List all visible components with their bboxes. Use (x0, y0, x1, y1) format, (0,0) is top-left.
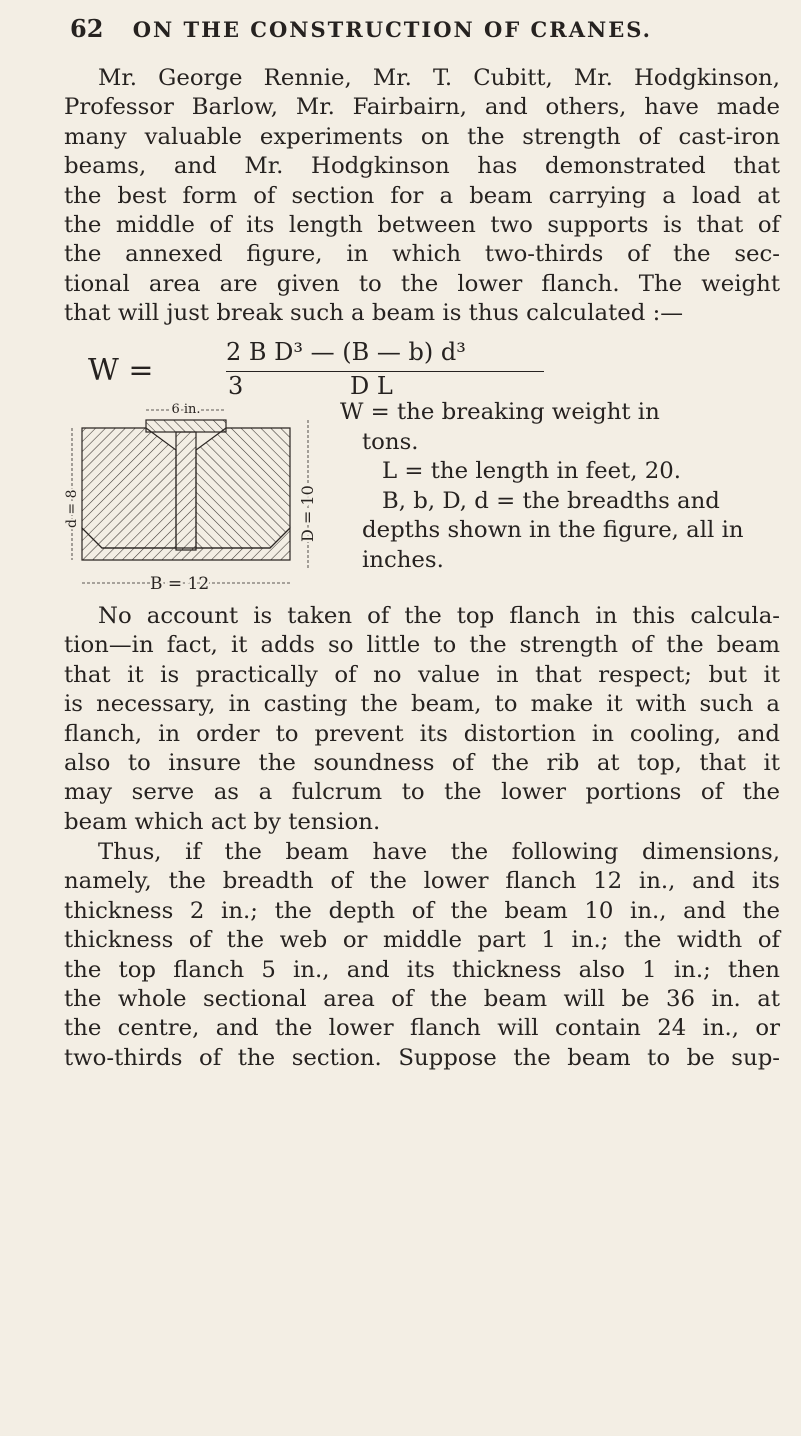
definition-line: tons. (362, 428, 419, 455)
text-line: beam which act by tension. (64, 808, 381, 835)
text-line: thickness of the web or middle part 1 in.; the width of (64, 927, 780, 954)
text-line: Mr. George Rennie, Mr. T. Cubitt, Mr. Hodgkinson, (98, 65, 780, 91)
text-line: tion—in fact, it adds so little to the strength of the beam (64, 632, 780, 659)
text-line: that it is practically of no value in that respect; but it (64, 661, 780, 688)
text-line: tional area are given to the lower flanch. The weight (64, 270, 780, 297)
formula-denominator (228, 372, 393, 400)
formula-numerator: 2 B D³ — (B — b) d³ (226, 338, 466, 366)
text-line: thickness 2 in.; the depth of the beam 10 in., and the (64, 897, 780, 924)
left-depth-label: d = 8 (64, 489, 80, 528)
text-line: two-thirds of the section. Suppose the beam to be sup- (64, 1044, 780, 1071)
denominator-variables: D L (350, 372, 393, 400)
beam-outline (82, 420, 290, 560)
paragraph-top-flanch (64, 602, 780, 837)
paragraph-dimensions (64, 838, 780, 1073)
definition-line: W = the breaking weight in (340, 399, 660, 425)
running-title: ON THE CONSTRUCTION OF CRANES. (132, 17, 652, 42)
text-line: Professor Barlow, Mr. Fairbairn, and others, have made (64, 94, 780, 121)
beam-section-figure (64, 400, 326, 596)
bottom-width-label: B = 12 (150, 574, 210, 594)
text-line: flanch, in order to prevent its distortion in cooling, and (64, 720, 780, 747)
definition-line: L = the length in feet, 20. (382, 458, 682, 484)
paragraph-intro (64, 64, 780, 329)
denominator-coefficient: 3 (228, 372, 244, 400)
text-line: the best form of section for a beam carrying a load at (64, 182, 780, 209)
text-line: No account is taken of the top flanch in this calcula- (98, 603, 780, 629)
text-line: the annexed figure, in which two-thirds of the sec- (64, 241, 780, 268)
definition-line: inches. (362, 546, 444, 573)
text-line: beams, and Mr. Hodgkinson has demonstrated that (64, 153, 780, 180)
definition-line: B, b, D, d = the breadths and (382, 487, 720, 514)
text-line: many valuable experiments on the strength of cast-iron (64, 123, 780, 150)
text-line: the centre, and the lower flanch will contain 24 in., or (64, 1015, 780, 1042)
text-line: the whole sectional area of the beam will be 36 in. at (64, 986, 780, 1013)
formula-lhs: W = (88, 353, 154, 388)
running-header (70, 14, 790, 43)
text-line: may serve as a fulcrum to the lower portions of the (64, 779, 780, 806)
text-line: that will just break such a beam is thus calculated :— (64, 300, 684, 327)
definition-line: depths shown in the figure, all in (362, 517, 744, 543)
text-line: Thus, if the beam have the following dimensions, (98, 839, 780, 865)
top-width-label: 6 in. (171, 402, 201, 417)
text-line: the middle of its length between two supports is that of (64, 212, 780, 239)
text-line: also to insure the soundness of the rib at top, that it (64, 750, 780, 777)
variable-definitions (340, 398, 780, 575)
text-line: is necessary, in casting the beam, to make it with such a (64, 691, 780, 718)
right-depth-label: D = 10 (298, 485, 317, 542)
page-number: 62 (70, 14, 104, 43)
text-line: namely, the breadth of the lower flanch 12 in., and its (64, 868, 780, 895)
text-line: the top flanch 5 in., and its thickness also 1 in.; then (64, 956, 780, 983)
